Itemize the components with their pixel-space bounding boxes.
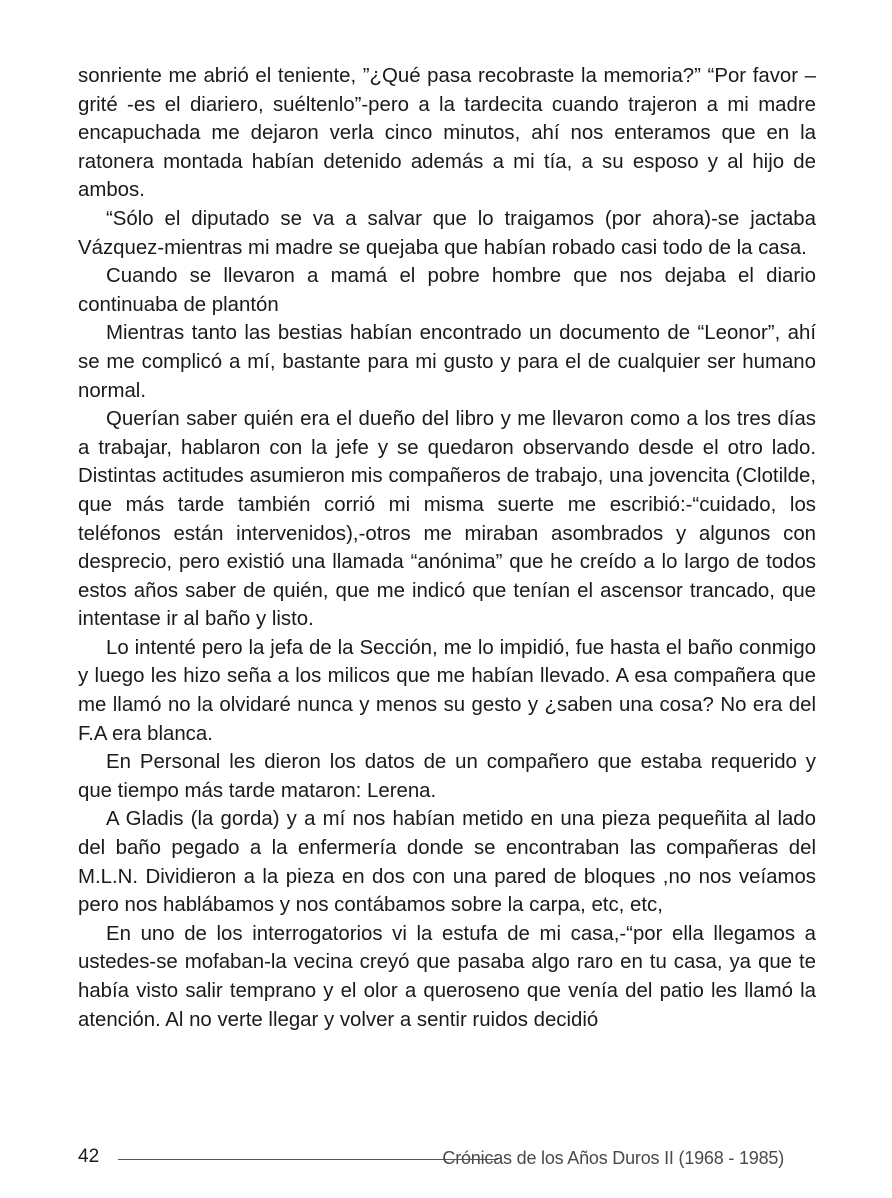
- paragraph-8: A Gladis (la gorda) y a mí nos habían metido en una pieza pequeñita al lado del baño pegado a la enfermería donde se encontraban las compañeras del M.L.N. Dividieron a la pieza en dos con una pared de bloques ,no nos veíamos pero nos hablábamos y nos contábamos sobre la carpa, etc, etc,: [78, 808, 816, 917]
- paragraph-7: En Personal les dieron los datos de un compañero que estaba requerido y que tiempo más tarde mataron: Lerena.: [78, 751, 816, 802]
- paragraph-9: En uno de los interrogatorios vi la estufa de mi casa,-“por ella llegamos a ustedes-se mofaban-la vecina creyó que pasaba algo raro en tu casa, ya que te había visto salir temprano y el olor a queroseno que venía del patio les llamó la atención. Al no verte llegar y volver a sentir ruidos decidió: [78, 922, 816, 1031]
- paragraph-5: Querían saber quién era el dueño del libro y me llevaron como a los tres días a trabajar, hablaron con la jefe y se quedaron observando desde el otro lado. Distintas actitudes asumieron mis compañeros de trabajo, una jovencita (Clotilde, que más tarde también corrió mi misma suerte me escribió:-“cuidado, los teléfonos están intervenidos),-otros me miraban asombrados y algunos con desprecio, pero existió una llamada “anónima” que he creído a lo largo de todos estos años saber de quién, que me indicó que tenían el ascensor trancado, que intentase ir al baño y listo.: [78, 408, 816, 631]
- paragraph-6: Lo intenté pero la jefa de la Sección, me lo impidió, fue hasta el baño conmigo y luego les hizo seña a los milicos que me habían llevado. A esa compañera que me llamó no la olvidaré nunca y menos su gesto y ¿saben una cosa? No era del F.A era blanca.: [78, 636, 816, 745]
- page-number: 42: [78, 1146, 100, 1167]
- running-title: Crónicas de los Años Duros II (1968 - 1985): [442, 1148, 784, 1168]
- page-footer: [78, 1144, 816, 1174]
- paragraph-3: Cuando se llevaron a mamá el pobre hombre que nos dejaba el diario continuaba de plantón: [78, 265, 816, 316]
- paragraph-2: “Sólo el diputado se va a salvar que lo traigamos (por ahora)-se jactaba Vázquez-mientras mi madre se quejaba que habían robado casi todo de la casa.: [78, 207, 816, 259]
- footer-divider: [118, 1159, 498, 1160]
- paragraph-4: Mientras tanto las bestias habían encontrado un documento de “Leonor”, ahí se me complicó a mí, bastante para mi gusto y para el de cualquier ser humano normal.: [78, 322, 816, 402]
- paragraph-1: sonriente me abrió el teniente, ”¿Qué pasa recobraste la memoria?” “Por favor –grité -es el diariero, suéltenlo”-pero a la tardecita cuando trajeron a mi madre encapuchada me dejaron verla cinco minutos, ahí nos enteramos que en la ratonera montada habían detenido además a mi tía, a su esposo y al hijo de ambos.: [78, 65, 816, 202]
- body-text: [78, 62, 816, 1034]
